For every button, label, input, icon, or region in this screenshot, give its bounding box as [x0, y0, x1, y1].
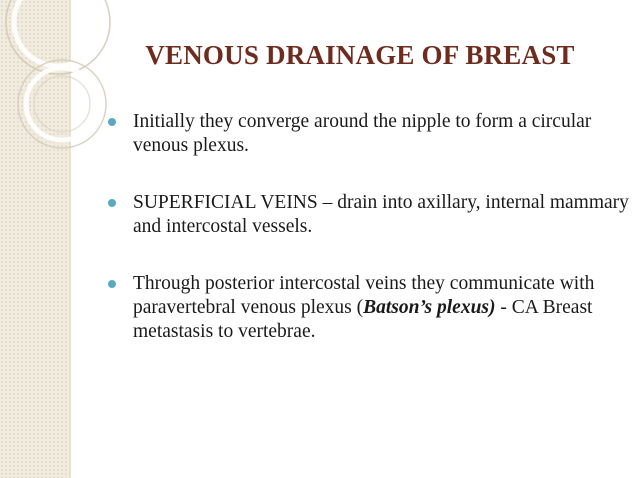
bullet-item	[106, 110, 631, 158]
bullet-text-after: - CA Breast metastasis to vertebrae.	[133, 297, 593, 342]
bullet-text: SUPERFICIAL VEINS – drain into axillary, internal mammary and intercostal vessels.	[133, 192, 629, 237]
round-bullet-icon	[108, 199, 116, 207]
round-bullet-icon	[108, 280, 116, 288]
round-bullet-icon	[108, 118, 116, 126]
bullet-item	[106, 272, 631, 344]
bullet-text-before: Through posterior intercostal veins they communicate with paravertebral venous plexus (	[133, 273, 595, 318]
bullet-list	[106, 110, 631, 377]
bullet-item	[106, 191, 631, 239]
bullet-text: Initially they converge around the nipple to form a circular venous plexus.	[133, 111, 592, 156]
bullet-emphasis: Batson’s plexus)	[363, 297, 496, 318]
slide-title: VENOUS DRAINAGE OF BREAST	[145, 40, 575, 70]
